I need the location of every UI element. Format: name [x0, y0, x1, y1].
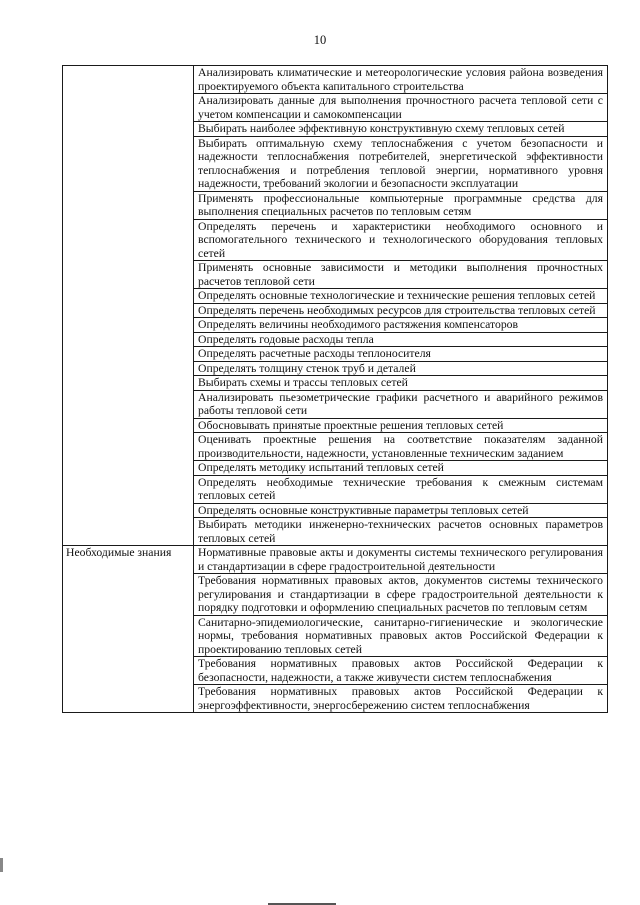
table-row — [63, 289, 608, 304]
table-row — [63, 376, 608, 391]
page-number: 10 — [313, 33, 327, 47]
row-text-cell: Выбирать наиболее эффективную конструктивную схему тепловых сетей — [194, 122, 608, 137]
row-category-cell — [63, 347, 194, 362]
row-category-cell — [63, 433, 194, 461]
row-text-cell: Применять основные зависимости и методики выполнения прочностных расчетов тепловой сети — [194, 261, 608, 289]
row-category-cell — [63, 136, 194, 191]
table-row — [63, 418, 608, 433]
row-text-cell: Определять основные технологические и технические решения тепловых сетей — [194, 289, 608, 304]
row-category-cell — [63, 191, 194, 219]
table-row — [63, 433, 608, 461]
table-row — [63, 475, 608, 503]
row-text-cell: Определять величины необходимого растяжения компенсаторов — [194, 318, 608, 333]
row-text-cell: Требования нормативных правовых актов Российской Федерации к энергоэффективности, энергосбережению систем теплоснабжения — [194, 685, 608, 713]
row-category-cell — [63, 503, 194, 518]
table-row — [63, 219, 608, 261]
row-category-cell — [63, 615, 194, 657]
table-row — [63, 66, 608, 94]
row-text-cell: Определять необходимые технические требования к смежным системам тепловых сетей — [194, 475, 608, 503]
table-row — [63, 122, 608, 137]
row-category-cell — [63, 376, 194, 391]
table-row — [63, 361, 608, 376]
row-category-cell — [63, 574, 194, 616]
table-row — [63, 390, 608, 418]
row-category-cell — [63, 685, 194, 713]
row-category-cell — [63, 318, 194, 333]
row-category-cell — [63, 361, 194, 376]
row-text-cell: Определять перечень и характеристики необходимого основного и вспомогательного технического и технологического оборудования тепловых сетей — [194, 219, 608, 261]
row-text-cell: Применять профессиональные компьютерные программные средства для выполнения специальных расчетов по тепловым сетям — [194, 191, 608, 219]
row-category-cell — [63, 475, 194, 503]
row-category-cell — [63, 261, 194, 289]
table-row — [63, 503, 608, 518]
table-row — [63, 657, 608, 685]
row-text-cell: Анализировать климатические и метеорологические условия района возведения проектируемого объекта капитального строительства — [194, 66, 608, 94]
row-text-cell: Определять перечень необходимых ресурсов для строительства тепловых сетей — [194, 303, 608, 318]
row-category-cell — [63, 332, 194, 347]
row-category-cell — [63, 289, 194, 304]
row-text-cell: Определять основные конструктивные параметры тепловых сетей — [194, 503, 608, 518]
row-category-cell — [63, 461, 194, 476]
row-text-cell: Оценивать проектные решения на соответствие показателям заданной производительности, надежности, установленные техническим заданием — [194, 433, 608, 461]
row-text-cell: Санитарно-эпидемиологические, санитарно-гигиенические и экологические нормы, требования нормативных правовых актов Российской Федерации к проектированию тепловых сетей — [194, 615, 608, 657]
table-row — [63, 318, 608, 333]
row-category-cell — [63, 122, 194, 137]
row-text-cell: Определять годовые расходы тепла — [194, 332, 608, 347]
row-text-cell: Требования нормативных правовых актов, документов системы технического регулирования и стандартизации в сфере градостроительной деятельности к порядку подготовки и оформлению специальных расчетов по тепловым сетям — [194, 574, 608, 616]
table-row — [63, 332, 608, 347]
row-category-cell — [63, 390, 194, 418]
table-row — [63, 303, 608, 318]
row-category-cell: Необходимые знания — [63, 546, 194, 574]
scan-edge-mark — [0, 858, 3, 872]
row-text-cell: Определять расчетные расходы теплоносителя — [194, 347, 608, 362]
row-text-cell: Обосновывать принятые проектные решения тепловых сетей — [194, 418, 608, 433]
table-row — [63, 461, 608, 476]
row-text-cell: Анализировать данные для выполнения прочностного расчета тепловой сети с учетом компенсации и самокомпенсации — [194, 94, 608, 122]
requirements-table-body — [63, 66, 608, 713]
table-row — [63, 347, 608, 362]
table-row — [63, 546, 608, 574]
requirements-table — [62, 65, 608, 713]
row-category-cell — [63, 66, 194, 94]
table-row — [63, 191, 608, 219]
table-row — [63, 518, 608, 546]
row-category-cell — [63, 219, 194, 261]
table-row — [63, 261, 608, 289]
row-category-cell — [63, 303, 194, 318]
row-category-cell — [63, 518, 194, 546]
row-category-cell — [63, 94, 194, 122]
row-text-cell: Выбирать схемы и трассы тепловых сетей — [194, 376, 608, 391]
row-text-cell: Определять методику испытаний тепловых сетей — [194, 461, 608, 476]
row-category-cell — [63, 418, 194, 433]
row-text-cell: Анализировать пьезометрические графики расчетного и аварийного режимов работы тепловой сети — [194, 390, 608, 418]
row-text-cell: Определять толщину стенок труб и деталей — [194, 361, 608, 376]
table-row — [63, 615, 608, 657]
table-row — [63, 94, 608, 122]
row-text-cell: Нормативные правовые акты и документы системы технического регулирования и стандартизации в сфере градостроительной деятельности — [194, 546, 608, 574]
table-row — [63, 136, 608, 191]
table-row — [63, 685, 608, 713]
table-row — [63, 574, 608, 616]
row-text-cell: Требования нормативных правовых актов Российской Федерации к безопасности, надежности, а также живучести систем теплоснабжения — [194, 657, 608, 685]
row-text-cell: Выбирать методики инженерно-технических расчетов основных параметров тепловых сетей — [194, 518, 608, 546]
row-category-cell — [63, 657, 194, 685]
row-text-cell: Выбирать оптимальную схему теплоснабжения с учетом безопасности и надежности теплоснабжения потребителей, энергетической эффективности теплоснабжения и потребления тепловой энергии, нормативного уровня надежности, требований экологии и безопасности эксплуатации — [194, 136, 608, 191]
